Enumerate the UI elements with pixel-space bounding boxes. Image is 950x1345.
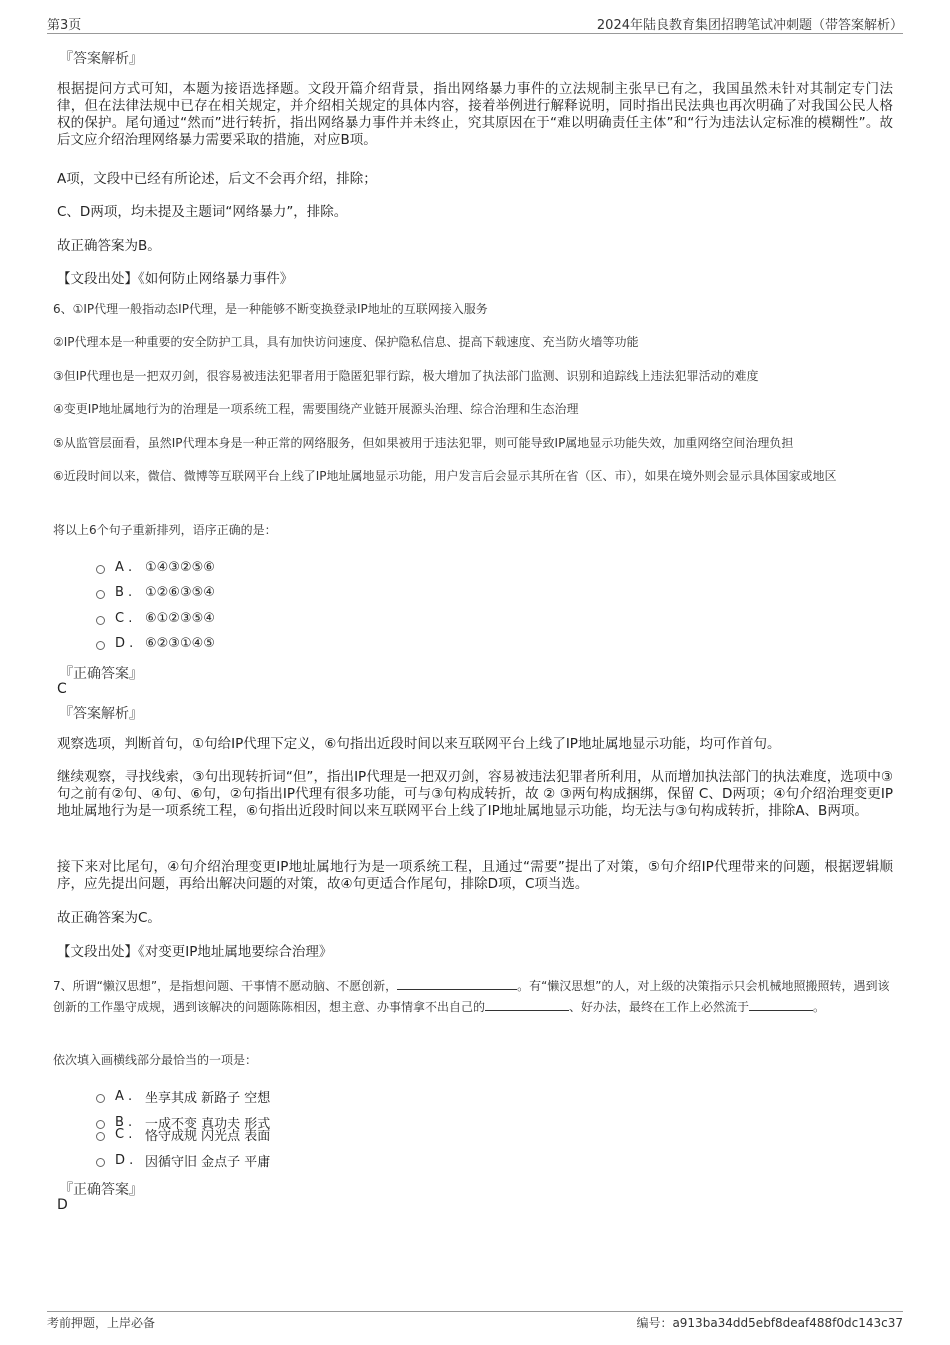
q6-analysis-paragraph-4: 故正确答案为C。 <box>57 910 161 926</box>
option-letter: B . <box>115 584 133 600</box>
header-divider <box>47 33 903 34</box>
option-letter: D . <box>115 1152 134 1168</box>
radio-icon[interactable] <box>96 641 105 650</box>
option-letter: B . <box>115 1114 133 1130</box>
q6-source: 【文段出处】《对变更IP地址属地要综合治理》 <box>57 944 333 960</box>
q6-option-a[interactable] <box>96 558 215 576</box>
fill-blank-3 <box>749 1010 813 1011</box>
q6-sentence-2: ②IP代理本是一种重要的安全防护工具，具有加快访问速度、保护隐私信息、提高下载速度、充当防火墙等功能 <box>53 335 639 349</box>
radio-icon[interactable] <box>96 1158 105 1167</box>
option-letter: A . <box>115 559 133 575</box>
radio-icon[interactable] <box>96 1132 105 1141</box>
option-text: ①④③②⑤⑥ <box>145 559 215 575</box>
q6-option-d[interactable] <box>96 634 215 652</box>
radio-icon[interactable] <box>96 616 105 625</box>
option-letter: C . <box>115 1126 133 1142</box>
q5-analysis-paragraph-1: 根据提问方式可知，本题为接语选择题。文段开篇介绍背景，指出网络暴力事件的立法规制主张早已有之，我国虽然未针对其制定专门法律，但在法律法规中已存在相关规定，并介绍相关规定的具体内容，接着举例进行解释说明，同时指出民法典也再次明确了对我国公民人格权的保护。尾句通过“然而”进行转折，指出网络暴力事件并未终止，究其原因在于“难以明确责任主体”和“行为违法认定标准的模糊性”。故后文应介绍治理网络暴力需要采取的措施，对应B项。 <box>57 81 893 148</box>
option-text: 坐享其成 新路子 空想 <box>145 1090 271 1106</box>
option-text: 一成不变 真功夫 形式 <box>145 1116 271 1132</box>
option-letter: C . <box>115 610 133 626</box>
radio-icon[interactable] <box>96 565 105 574</box>
q6-option-b[interactable] <box>96 583 215 601</box>
fill-blank-1 <box>397 989 517 990</box>
footer-slogan: 考前押题，上岸必备 <box>47 1316 156 1330</box>
q6-sentence-1: 6、①IP代理一般指动态IP代理，是一种能够不断变换登录IP地址的互联网接入服务 <box>53 302 488 316</box>
q7-option-d[interactable] <box>96 1151 270 1169</box>
q6-sentence-6: ⑥近段时间以来，微信、微博等互联网平台上线了IP地址属地显示功能，用户发言后会显示其所在省（区、市），如果在境外则会显示具体国家或地区 <box>53 469 837 483</box>
q5-analysis-paragraph-2: A项，文段中已经有所论述，后文不会再介绍，排除； <box>57 171 377 187</box>
q6-analysis-paragraph-1: 观察选项，判断首句，①句给IP代理下定义，⑥句指出近段时间以来互联网平台上线了IP地址属地显示功能，均可作首句。 <box>57 736 781 752</box>
option-letter: D . <box>115 635 134 651</box>
footer-divider <box>47 1311 903 1312</box>
q6-option-c[interactable] <box>96 609 215 627</box>
q6-analysis-paragraph-3: 接下来对比尾句，④句介绍治理变更IP地址属地行为是一项系统工程，且通过“需要”提出了对策，⑤句介绍IP代理带来的问题，根据逻辑顺序，应先提出问题，再给出解决问题的对策，故④句更适合作尾句，排除D项，C项当选。 <box>57 859 893 892</box>
q7-prompt: 依次填入画横线部分最恰当的一项是： <box>53 1053 258 1067</box>
radio-icon[interactable] <box>96 1094 105 1103</box>
q6-answer: C <box>57 681 67 697</box>
q7-option-c[interactable] <box>96 1125 270 1143</box>
option-text: 因循守旧 金点子 平庸 <box>145 1154 271 1170</box>
option-letter: A . <box>115 1088 133 1104</box>
q6-analysis-label: 『答案解析』 <box>59 706 143 722</box>
q6-sentence-3: ③但IP代理也是一把双刃剑，很容易被违法犯罪者用于隐匿犯罪行踪，极大增加了执法部门监测、识别和追踪线上违法犯罪活动的难度 <box>53 369 759 383</box>
q7-answer-label: 『正确答案』 <box>59 1182 143 1198</box>
q6-sentence-4: ④变更IP地址属地行为的治理是一项系统工程，需要围绕产业链开展源头治理、综合治理和生态治理 <box>53 402 579 416</box>
page-number: 第3页 <box>47 18 82 33</box>
q6-prompt: 将以上6个句子重新排列，语序正确的是： <box>53 523 277 537</box>
q5-analysis-label: 『答案解析』 <box>59 51 143 67</box>
q6-sentence-5: ⑤从监管层面看，虽然IP代理本身是一种正常的网络服务，但如果被用于违法犯罪，则可能导致IP属地显示功能失效，加重网络空间治理负担 <box>53 436 794 450</box>
q5-analysis-paragraph-3: C、D两项，均未提及主题词“网络暴力”，排除。 <box>57 204 348 220</box>
document-title: 2024年陆良教育集团招聘笔试冲刺题（带答案解析） <box>596 18 903 33</box>
option-text: ⑥②③①④⑤ <box>145 635 215 651</box>
q5-analysis-paragraph-4: 故正确答案为B。 <box>57 238 161 254</box>
q6-answer-label: 『正确答案』 <box>59 666 143 682</box>
option-text: ⑥①②③⑤④ <box>145 610 215 626</box>
q7-question: 7、所谓“懒汉思想”，是指想问题、干事情不愿动脑、不愿创新， 。有“懒汉思想”的人，对上级的决策指示只会机械地照搬照转，遇到该创新的工作墨守成规，遇到该解决的问题陈陈相因，想主意、办事情拿不出自己的 、好办法，最终在工作上必然流于 。 <box>53 979 890 1014</box>
q6-analysis-paragraph-2: 继续观察，寻找线索，③句出现转折词“但”，指出IP代理是一把双刃剑，容易被违法犯罪者所利用，从而增加执法部门的执法难度，选项中③句之前有②句、④句、⑥句，②句指出IP代理有很多功能，可与③句构成转折，故 ② ③两句构成捆绑，保留 C、D两项；④句介绍治理变更IP地址属地行为是一项系统工程，⑥句指出近段时间以来互联网平台上线了IP地址属地显示功能，均无法与③句构成转折，排除A、B两项。 <box>57 769 893 819</box>
radio-icon[interactable] <box>96 590 105 599</box>
q7-option-a[interactable] <box>96 1087 270 1105</box>
q7-answer: D <box>57 1197 68 1213</box>
option-text: 恪守成规 闪光点 表面 <box>145 1128 271 1144</box>
option-text: ①②⑥③⑤④ <box>145 584 215 600</box>
fill-blank-2 <box>485 1010 569 1011</box>
q5-source: 【文段出处】《如何防止网络暴力事件》 <box>57 271 294 287</box>
document-id: 编号：a913ba34dd5ebf8deaf488f0dc143c37 <box>636 1316 903 1330</box>
